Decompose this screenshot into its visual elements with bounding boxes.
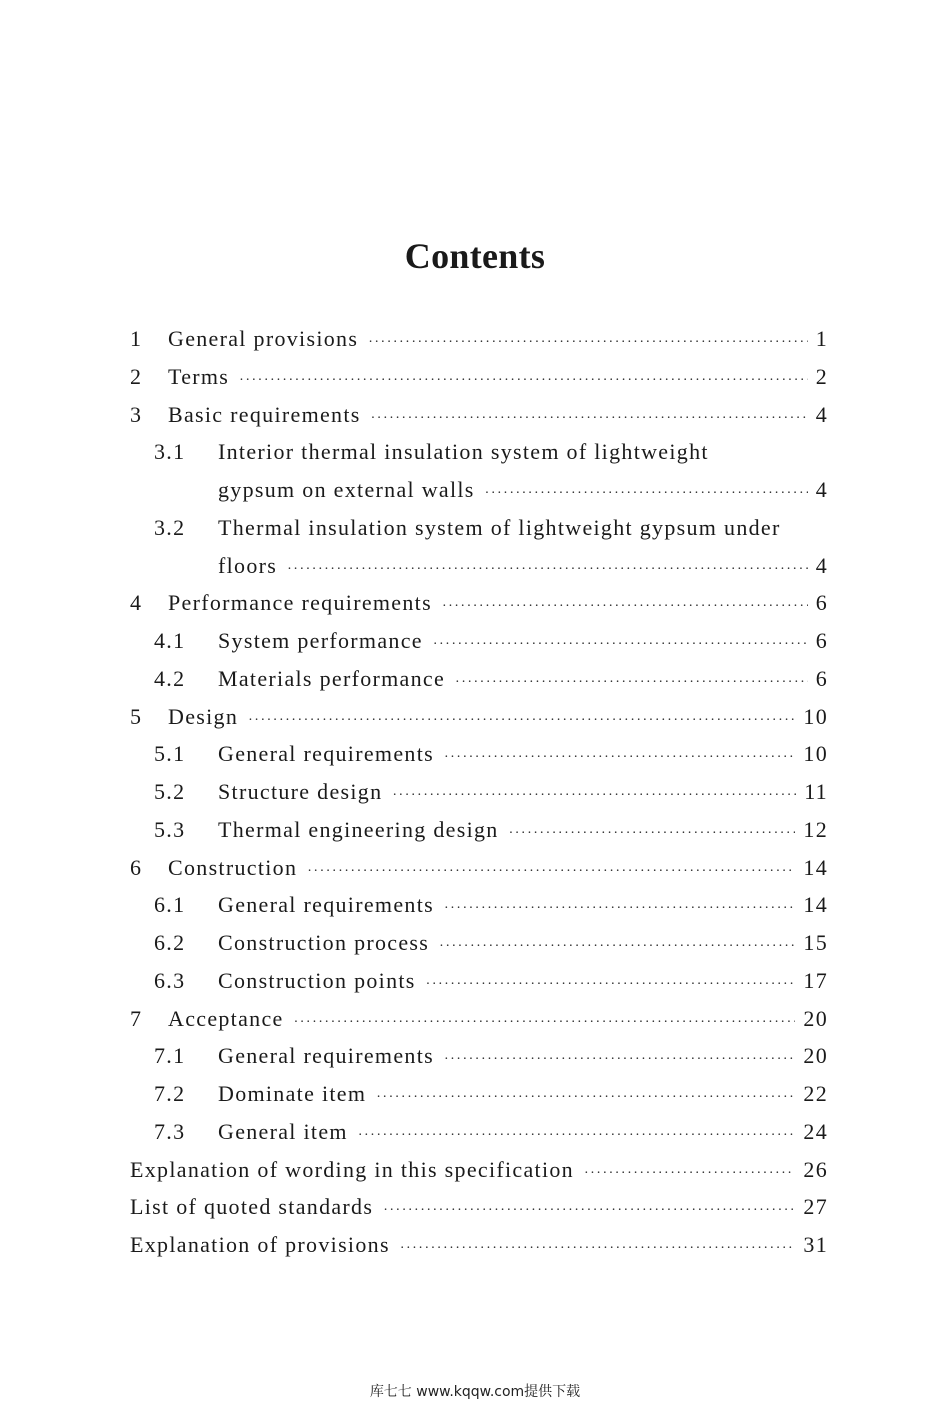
toc-title: Construction: [168, 854, 298, 880]
toc-entry-2[interactable]: [130, 358, 828, 396]
toc-entry-quoted-standards[interactable]: [130, 1188, 828, 1226]
toc-number: 4.2: [154, 665, 186, 691]
dot-leader: [426, 966, 796, 1004]
toc-entry-3-2[interactable]: [130, 509, 828, 547]
toc-number: 5.3: [154, 816, 186, 842]
toc-entry-3-1-continued[interactable]: [130, 471, 828, 509]
toc-title: General requirements: [218, 1043, 434, 1069]
download-source-footer: 库七七 www.kqqw.com提供下载: [369, 1384, 581, 1400]
toc-entry-1[interactable]: [130, 320, 828, 358]
dot-leader: [485, 475, 808, 513]
dot-leader: [294, 1004, 796, 1042]
toc-entry-4[interactable]: [130, 584, 828, 622]
page-title: Contents: [404, 236, 546, 276]
toc-title: Acceptance: [168, 1005, 284, 1031]
toc-number: 7.3: [154, 1118, 186, 1144]
dot-leader: [433, 626, 808, 664]
toc-title: General requirements: [218, 892, 434, 918]
toc-number: 1: [130, 326, 143, 351]
toc-number: 3.1: [154, 439, 186, 465]
toc-title: Thermal engineering design: [218, 816, 499, 842]
toc-page-number: 26: [803, 1156, 828, 1182]
toc-number: 5: [130, 703, 143, 729]
toc-entry-5-3[interactable]: [130, 811, 828, 849]
toc-number: 5.2: [154, 779, 186, 804]
toc-entry-7-1[interactable]: [130, 1037, 828, 1075]
table-of-contents: [130, 320, 828, 1264]
toc-title: General requirements: [218, 741, 434, 767]
toc-entry-3-2-continued[interactable]: [130, 547, 828, 585]
toc-title: Construction process: [218, 930, 430, 955]
toc-page-number: 6: [815, 665, 828, 691]
dot-leader: [509, 815, 796, 853]
toc-page-number: 4: [815, 477, 828, 502]
dot-leader: [442, 588, 808, 626]
toc-entry-5-1[interactable]: [130, 735, 828, 773]
toc-number: 2: [130, 363, 143, 389]
toc-page-number: 4: [815, 401, 828, 427]
toc-entry-6-3[interactable]: [130, 962, 828, 1000]
toc-title: Construction points: [218, 967, 416, 993]
toc-entry-4-2[interactable]: [130, 660, 828, 698]
toc-page-number: 15: [803, 930, 828, 955]
toc-title: Terms: [168, 363, 230, 389]
toc-number: 6.1: [154, 892, 186, 918]
toc-title: Interior thermal insulation system of lightweight: [218, 439, 709, 465]
toc-page-number: 27: [803, 1194, 828, 1220]
toc-page-number: 6: [815, 628, 828, 653]
toc-entry-7-2[interactable]: [130, 1075, 828, 1113]
toc-entry-4-1[interactable]: [130, 622, 828, 660]
dot-leader: [584, 1155, 795, 1193]
toc-title: List of quoted standards: [130, 1194, 374, 1220]
toc-page-number: 4: [815, 552, 828, 578]
toc-page-number: 31: [803, 1232, 828, 1257]
dot-leader: [444, 1041, 795, 1079]
toc-page-number: 2: [815, 363, 828, 389]
toc-number: 6: [130, 854, 143, 880]
toc-title: General item: [218, 1118, 348, 1144]
toc-number: 5.1: [154, 741, 186, 767]
dot-leader: [248, 702, 795, 740]
toc-page-number: 17: [803, 967, 828, 993]
dot-leader: [444, 739, 795, 777]
toc-number: 3: [130, 401, 143, 427]
toc-number: 4: [130, 590, 143, 616]
toc-title: Structure design: [218, 779, 383, 804]
toc-entry-explanation-of-provisions[interactable]: [130, 1226, 828, 1264]
toc-title: Design: [168, 703, 239, 729]
toc-title-continuation: gypsum on external walls: [218, 477, 475, 502]
toc-number: 6.2: [154, 930, 186, 955]
toc-page-number: 10: [803, 703, 828, 729]
toc-entry-6-2[interactable]: [130, 924, 828, 962]
dot-leader: [371, 400, 808, 438]
toc-entry-6-1[interactable]: [130, 886, 828, 924]
toc-page-number: 10: [803, 741, 828, 767]
toc-entry-explanation-of-wording[interactable]: [130, 1151, 828, 1189]
dot-leader: [358, 1117, 796, 1155]
toc-page-number: 24: [803, 1118, 828, 1144]
toc-number: 7.2: [154, 1081, 186, 1106]
toc-entry-3[interactable]: [130, 396, 828, 434]
dot-leader: [287, 551, 808, 589]
toc-title: Materials performance: [218, 665, 446, 691]
toc-page-number: 14: [803, 854, 828, 880]
toc-title: Dominate item: [218, 1081, 367, 1106]
dot-leader: [455, 664, 808, 702]
toc-entry-6[interactable]: [130, 849, 828, 887]
toc-title: Explanation of provisions: [130, 1232, 390, 1257]
toc-number: 4.1: [154, 628, 186, 653]
toc-title: Thermal insulation system of lightweight gypsum under: [218, 514, 781, 540]
toc-title: Explanation of wording in this specification: [130, 1156, 574, 1182]
dot-leader: [439, 928, 795, 966]
toc-entry-5[interactable]: [130, 698, 828, 736]
toc-page-number: 20: [803, 1005, 828, 1031]
toc-page-number: 22: [803, 1081, 828, 1106]
toc-title: General provisions: [168, 326, 359, 351]
toc-entry-7-3[interactable]: [130, 1113, 828, 1151]
toc-page-number: 12: [803, 816, 828, 842]
toc-number: 7.1: [154, 1043, 186, 1069]
toc-page-number: 6: [815, 590, 828, 616]
toc-entry-5-2[interactable]: [130, 773, 828, 811]
toc-title-continuation: floors: [218, 552, 278, 578]
toc-page-number: 11: [804, 779, 828, 804]
toc-entry-3-1[interactable]: [130, 433, 828, 471]
toc-number: 7: [130, 1005, 143, 1031]
dot-leader: [444, 890, 795, 928]
dot-leader: [400, 1230, 796, 1268]
toc-page-number: 1: [815, 326, 828, 351]
toc-page-number: 20: [803, 1043, 828, 1069]
dot-leader: [368, 324, 807, 362]
dot-leader: [392, 777, 796, 815]
toc-number: 6.3: [154, 967, 186, 993]
toc-title: Performance requirements: [168, 590, 432, 616]
dot-leader: [376, 1079, 795, 1117]
toc-title: Basic requirements: [168, 401, 361, 427]
toc-entry-7[interactable]: [130, 1000, 828, 1038]
dot-leader: [383, 1192, 795, 1230]
toc-number: 3.2: [154, 514, 186, 540]
toc-page-number: 14: [803, 892, 828, 918]
dot-leader: [307, 853, 795, 891]
dot-leader: [239, 362, 808, 400]
toc-title: System performance: [218, 628, 423, 653]
